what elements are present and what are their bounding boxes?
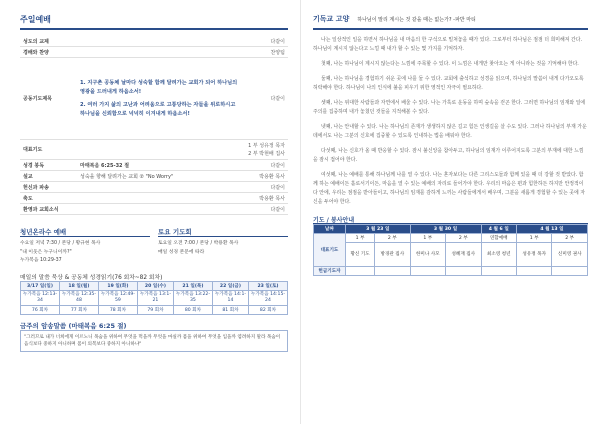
memory-text: "그러므로 내가 너희에게 이르노니 목숨을 위하여 무엇을 먹을까 무엇을 마실까 몸을 위하여 무엇을 입을까 염려하지 말라 목숨이 음식보다 중하지 아니하며 몸이 의복보다 중하지 아니하냐" [20, 330, 288, 352]
service-offering-row [314, 267, 588, 276]
column-paragraph: 넷째, 나는 안내할 수 있다. 나는 하나님의 존재가 생생하지 않은 길고 힘든 인생길을 살 수도 있다. 그러나 하나님의 부재 가운데에서도 나는 그분의 신호에 집중할 수 있도록 인내하는 법을 배워야 한다. [313, 124, 587, 139]
saturday-box [158, 227, 288, 266]
service-name: 최소영 청년 [481, 243, 516, 267]
order-who: 다같이 [270, 38, 285, 45]
bible-count-row [21, 305, 288, 314]
service-head: 3 월 23 일 [346, 225, 411, 234]
bible-day: 3/17 일(일) [21, 281, 60, 290]
order-row [20, 171, 288, 182]
divider [20, 28, 288, 30]
service-name: 한미나 사모 [410, 243, 445, 267]
column-paragraph: 여섯째, 나는 예배를 통해 하나님께 나를 열 수 있다. 나는 혼자보다는 다른 그리스도들과 함께 있을 때 더 강할 것 받았다. 함께 하는 예배이든 홀로서기이든, 마음을 열 수 있는 예배의 자리로 들어가야 한다. 우리의 마음은 편과 힘한하든 하지만 안정적이다 안에, 우리는 점점을 받아들이고, 하나님의 임재를 감하게 느끼는 사람들에게서 배우며, 그분을 새롭게 경험할 수 있는 곳에 자신을 두어야 한다. [313, 172, 586, 205]
order-who: 박용환 목사 [259, 195, 285, 202]
order-label: 축도 [23, 195, 33, 202]
prayer-items [80, 75, 238, 123]
order-label: 환영과 교회소식 [23, 206, 59, 213]
order-label: 설교 [23, 173, 33, 180]
column-paragraph: 첫째, 나는 하나님이 계시지 않는다는 느낌에 주목할 수 있다. 이 느낌은 내게만 찾아오는 게 아니라는 것을 기억해야 한다. [321, 61, 579, 67]
bible-book: 누가복음 14:1-14 [212, 290, 248, 305]
youth-title: 청년온라수 예배 [20, 228, 67, 236]
bless-who-2: 2 부 박현배 집사 [248, 150, 285, 157]
service-name: 성혜재 집사 [446, 243, 481, 267]
order-label: 헌신과 파송 [23, 184, 49, 191]
order-row [20, 204, 288, 215]
youth-line: 수요일 저녁 7:30 / 본당 / 황규현 목사 [20, 241, 101, 246]
saturday-title: 토요 기도회 [158, 228, 192, 236]
bible-book: 누가복음 14:15-24 [248, 290, 287, 305]
prayer-row [20, 58, 288, 140]
youth-line: "내 이웃은 누구니이까?" [20, 249, 72, 255]
column-paragraph: 나는 일상적인 일을 하면서 하나님을 내 마음의 한 구석으로 밀쳐놓을 때가 있다. 그로부터 하나님은 점점 더 희미해져 간다. 하나님이 계시지 않는다고 느낄 때 내가 할 수 있는 몇 가지를 기억하자. [313, 37, 583, 52]
column-paragraph: 둘째, 나는 하나님을 경험하기 쉬운 곳에 나를 둘 수 있다. 교회에 출석하고 성경을 읽으며, 하나님의 말씀이 내게 다가오도록 허락해야 한다. 하나님이 나의 인식에 불을 피우기 위한 영적인 자극이 필요하다. [313, 76, 584, 91]
service-name: 성유정 목자 [516, 243, 551, 267]
youth-box [20, 227, 150, 266]
service-sub: 2 부 [552, 234, 588, 243]
order-who: 다같이 [270, 184, 285, 191]
memory-title: 금주의 암송말씀 (마태복음 6:25 절) [20, 321, 127, 330]
saturday-line: 토요일 오전 7:00 / 본당 / 박용환 목사 [158, 241, 239, 246]
bible-book: 누가복음 12:13-34 [21, 290, 60, 305]
column-header [313, 14, 588, 28]
order-middle: 마태복음 6:25-32 절 [80, 162, 130, 169]
service-head: 날짜 [314, 225, 346, 234]
service-name: 신미영 권사 [552, 243, 588, 267]
bible-day: 22 일(금) [212, 281, 248, 290]
divider [313, 28, 588, 30]
service-sub-row [314, 234, 588, 243]
order-row [20, 193, 288, 204]
bible-count: 78 회차 [98, 305, 137, 314]
bible-count: 82 회차 [248, 305, 287, 314]
bible-table [20, 281, 288, 315]
order-who: 찬양팀 [270, 49, 285, 56]
service-table [313, 224, 588, 276]
service-title: 기도 / 봉사안내 [313, 215, 588, 224]
prayer-who: 다같이 [270, 96, 285, 102]
bible-title: 매일의 말씀 묵상 & 공동체 성경읽기(76 회차~82 회차) [20, 274, 163, 281]
bible-day: 21 일(목) [173, 281, 212, 290]
order-label: 성경 봉독 [23, 162, 45, 169]
bible-day: 18 일(월) [59, 281, 98, 290]
order-label: 성도의 교제 [23, 38, 49, 45]
bible-book: 누가복음 12:49-59 [98, 290, 137, 305]
service-names-row [314, 243, 588, 267]
order-row [20, 160, 288, 171]
order-row [20, 182, 288, 193]
service-side: 대표기도 [314, 234, 346, 267]
meeting-boxes [20, 227, 288, 266]
service-box [313, 215, 588, 276]
service-sub: 1 부 [516, 234, 551, 243]
service-head: 3 월 30 일 [410, 225, 481, 234]
order-label: 경배와 찬양 [23, 49, 49, 56]
bible-header-row [21, 281, 288, 290]
worship-title: 주일예배 [20, 15, 51, 24]
service-side: 헌금기도자 [314, 267, 346, 276]
saturday-line: 매일 성경 본문에 따라 [158, 249, 205, 255]
bible-count: 77 회차 [59, 305, 98, 314]
bless-row [20, 140, 288, 160]
prayer-item: 1. 지구촌 공동체 날마다 성숙할 함께 달려가는 교회가 되어 하나님의 영광을 드러내게 하옵소서! [80, 79, 238, 95]
column-subtitle: 하나님이 말리 계시는 것 같을 때는 없는가? -파반 마티 [357, 17, 476, 23]
bless-label: 대표기도 [23, 147, 43, 153]
service-name: 황신 기도 [346, 243, 375, 267]
service-sub: 1 부 [346, 234, 375, 243]
bible-day: 23 일(토) [248, 281, 287, 290]
bible-book: 누가복음 12:35-48 [59, 290, 98, 305]
order-middle: 성숙을 향해 달려가는 교회 ② "No Worry" [80, 173, 174, 180]
column-title: 기독교 고양 [313, 15, 350, 23]
service-sub: 2 부 [375, 234, 410, 243]
order-who: 박용환 목사 [259, 173, 285, 180]
service-sub: 1 부 [410, 234, 445, 243]
bible-book-row [21, 290, 288, 305]
service-sub: 2 부 [446, 234, 481, 243]
bible-count: 76 회차 [21, 305, 60, 314]
order-row [20, 36, 288, 47]
bless-who [238, 142, 288, 158]
column-paragraph: 다섯째, 나는 신호가 올 때 반응할 수 있다. 잠시 불신앙을 참아두고, 하나님의 임재가 이루어지도록 그분의 부재에 대한 느낌을 잠시 접어야 한다. [313, 148, 584, 163]
bible-count: 81 회차 [212, 305, 248, 314]
column-paragraph: 셋째, 나는 위대한 사람들과 자연에서 배울 수 있다. 나는 가혹로 운동을 하며 숲속을 걷곤 한다. 그러면 하나님의 임재와 일에 주의를 집중하며 내가 놓쳤던 것들을 지적해볼 수 있다. [313, 100, 586, 115]
prayer-item: 2. 여러 가지 삶의 고난과 어려움으로 고통당하는 자들을 위로하시고 하나님을 신뢰함으로 넉넉히 이겨내게 하옵소서! [80, 101, 236, 117]
bible-book: 누가복음 13:22-35 [173, 290, 212, 305]
service-head: 4 월 13 일 [516, 225, 587, 234]
service-name: 방경관 집사 [375, 243, 410, 267]
right-page [300, 0, 600, 424]
order-who: 다같이 [270, 162, 285, 169]
bless-who-1: 1 부 성유정 목자 [248, 142, 285, 149]
bible-count: 79 회차 [137, 305, 173, 314]
bible-day: 19 일(화) [98, 281, 137, 290]
bible-day: 20 일(수) [137, 281, 173, 290]
service-sub: 연합예배 [481, 234, 516, 243]
service-header-row [314, 225, 588, 234]
order-row [20, 47, 288, 58]
order-who: 다같이 [270, 206, 285, 213]
service-head: 4 월 6 일 [481, 225, 516, 234]
bible-count: 80 회차 [173, 305, 212, 314]
bible-book: 누가복음 13:1-21 [137, 290, 173, 305]
prayer-label: 공동기도제목 [23, 96, 52, 102]
youth-line: 누가복음 10:29-37 [20, 258, 62, 263]
